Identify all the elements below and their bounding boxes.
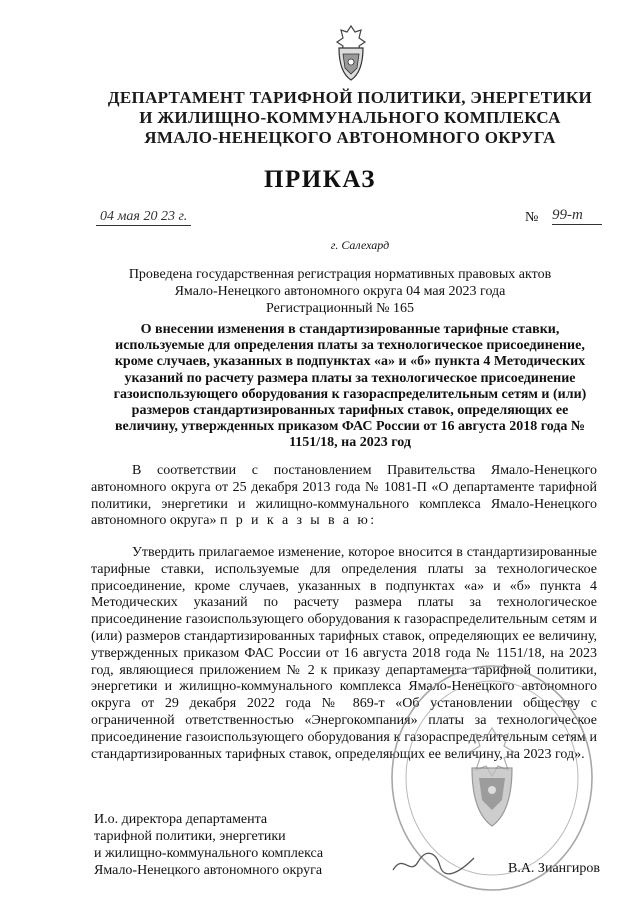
registration-line-2: Ямало-Ненецкого автономного округа 04 мая 2023 года — [174, 284, 506, 299]
signer-name: В.А. Зиангиров — [507, 861, 600, 876]
order-word: п р и к а з ы в а ю: — [219, 513, 377, 529]
signer-position-line-2: тарифной политики, энергетики — [94, 829, 286, 844]
coat-of-arms-emblem — [329, 24, 373, 82]
order-date: 04 мая 20 23 г. — [96, 209, 191, 226]
document-title: ПРИКАЗ — [264, 166, 376, 193]
signer-position-line-3: и жилищно-коммунального комплекса — [94, 846, 324, 861]
preamble-paragraph — [91, 463, 597, 530]
signer-position-line-1: И.о. директора департамента — [94, 812, 268, 827]
number-sign: № — [525, 210, 539, 225]
registration-line-3: Регистрационный № 165 — [266, 301, 414, 316]
operative-paragraph: Утвердить прилагаемое изменение, которое вносится в стандартизированные тарифные ставки, используемые для определения платы за технологическое присоединение, кроме случаев, указанных в подпунктах «а» и «б» пункта 4 Методических указаний по расчету размера платы за технологическое присоединение газоиспользующего оборудования к газораспределительным сетям и (или) размеров стандартизированных тарифных ставок, определяющих ее величину, утвержденных приказом ФАС России от 16 августа 2018 года № 1151/18, на 2023 год, являющиеся приложением № 2 к приказу департамента тарифной политики, энергетики и жилищно-коммунального комплекса Ямало-Ненецкого автономного округа от 29 декабря 2022 года № 869-т «Об установлении обществу с ограниченной ответственностью «Энергокомпания» платы за технологическое присоединение газоиспользующего оборудования к газораспределительным сетям и стандартизированных тарифных ставок, определяющих ее величину, на 2023 год». — [91, 545, 597, 762]
city: г. Салехард — [330, 238, 390, 252]
registration-line-1: Проведена государственная регистрация нормативных правовых актов — [128, 267, 552, 282]
order-subject: О внесении изменения в стандартизированные тарифные ставки, используемые для определения платы за технологическое присоединение, кроме случаев, указанных в подпунктах «а» и «б» пункта 4 Методических указаний по расчету размера платы за технологическое присоединение газоиспользующего оборудования к газораспределительным сетям и (или) размеров стандартизированных тарифных ставок, определяющих ее величину, утвержденных приказом ФАС России от 16 августа 2018 года № 1151/18, на 2023 год — [113, 322, 587, 451]
signer-position-line-4: Ямало-Ненецкого автономного округа — [94, 863, 323, 878]
department-name-line-3: ЯМАЛО-НЕНЕЦКОГО АВТОНОМНОГО ОКРУГА — [144, 128, 556, 147]
signer-position — [94, 811, 374, 879]
preamble-text: В соответствии с постановлением Правительства Ямало-Ненецкого автономного округа от 25 декабря 2013 года № 1081-П «О департаменте тарифной политики, энергетики и жилищно-коммунального комплекса Ямало-Ненецкого автономного округа» — [91, 463, 597, 529]
order-number: 99-т — [552, 207, 602, 225]
handwritten-signature — [388, 848, 478, 878]
department-name-line-1: ДЕПАРТАМЕНТ ТАРИФНОЙ ПОЛИТИКИ, ЭНЕРГЕТИКИ — [107, 88, 593, 107]
department-name-line-2: И ЖИЛИЩНО-КОММУНАЛЬНОГО КОМПЛЕКСА — [139, 108, 561, 127]
